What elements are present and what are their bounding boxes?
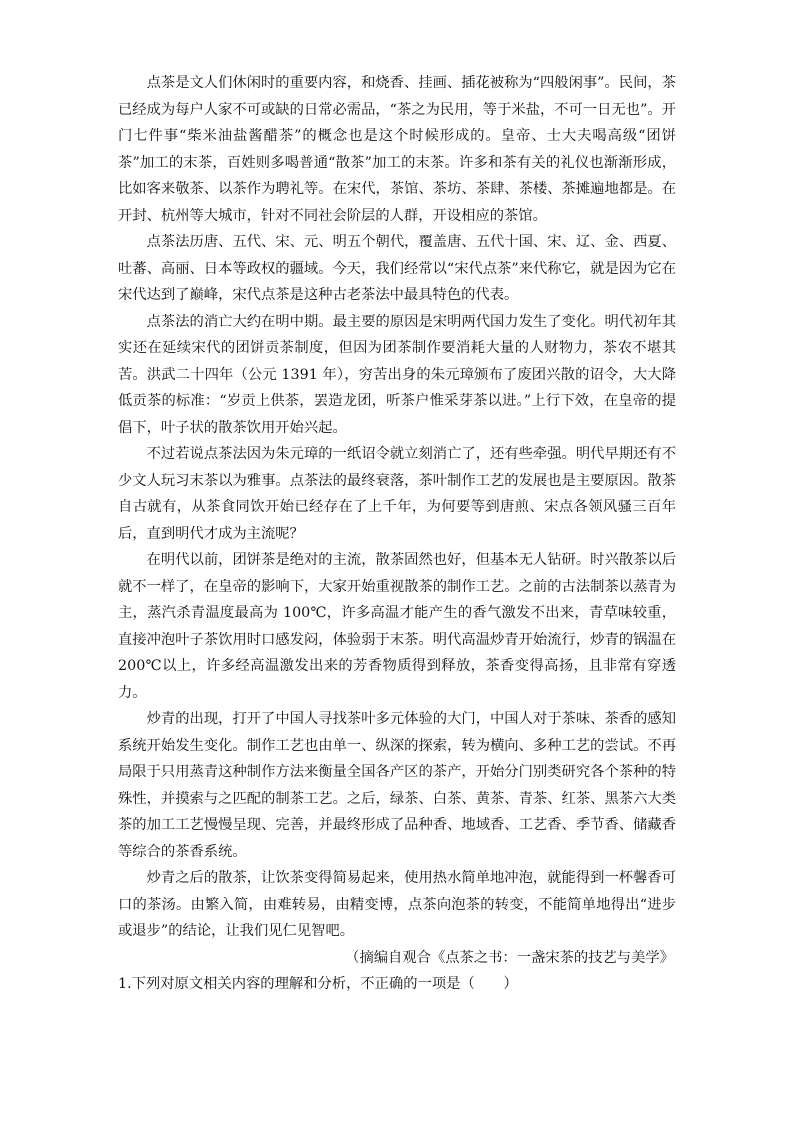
paragraph-6: 炒青的出现，打开了中国人寻找茶叶多元体验的大门，中国人对于茶味、茶香的感知系统开始发生变化。制作工艺也由单一、纵深的探索，转为横向、多种工艺的尝试。不再局限于只用蒸青这种制作方法来衡量全国各产区的茶产，开始分门别类研究各个茶种的特殊性，并摸索与之匹配的制茶工艺。之后，绿茶、白茶、黄茶、青茶、红茶、黑茶六大类茶的加工工艺慢慢呈现、完善，并最终形成了品种香、地域香、工艺香、季节香、储藏香等综合的茶香系统。: [118, 711, 676, 860]
paragraph-2: 点茶法历唐、五代、宋、元、明五个朝代，覆盖唐、五代十国、宋、辽、金、西夏、吐蕃、高丽、日本等政权的疆域。今天，我们经常以“宋代点茶”来代称它，就是因为它在宋代达到了巅峰，宋代点茶是这种古老茶法中最具特色的代表。: [118, 234, 676, 303]
paragraph-4: 不过若说点茶法因为朱元璋的一纸诏令就立刻消亡了，还有些牵强。明代早期还有不少文人玩习末茶以为雅事。点茶法的最终衰落，茶叶制作工艺的发展也是主要原因。散茶自古就有，从茶食同饮开始已经存在了上千年，为何要等到唐煎、宋点各领风骚三百年后，直到明代才成为主流呢？: [118, 446, 676, 542]
paragraph-7: 炒青之后的散茶，让饮茶变得简易起来，使用热水简单地冲泡，就能得到一杯馨香可口的茶汤。由繁入简，由难转易，由精变博，点茶向泡茶的转变，不能简单地得出“进步或退步”的结论，让我们见仁见智吧。: [118, 870, 676, 939]
paragraph-5: 在明代以前，团饼茶是绝对的主流，散茶固然也好，但基本无人钻研。时兴散茶以后就不一样了，在皇帝的影响下，大家开始重视散茶的制作工艺。之前的古法制茶以蒸青为主，蒸汽杀青温度最高为 100℃，许多高温才能产生的香气激发不出来，青草味较重，直接冲泡叶子茶饮用时口感发闷，体验弱于末茶。明代高温炒青开始流行，炒青的锅温在 200℃以上，许多经高温激发出来的芳香物质得到释放，茶香变得高扬，且非常有穿透力。: [118, 552, 676, 701]
paragraph-1: 点茶是文人们休闲时的重要内容，和烧香、挂画、插花被称为“四般闲事”。民间，茶已经成为每户人家不可或缺的日常必需品，“茶之为民用，等于米盐，不可一日无也”。开门七件事“柴米油盐酱醋茶”的概念也是这个时候形成的。皇帝、士大夫喝高级“团饼茶”加工的末茶，百姓则多喝普通“散茶”加工的末茶。许多和茶有关的礼仪也渐渐形成，比如客来敬茶、以茶作为聘礼等。在宋代，茶馆、茶坊、茶肆、茶楼、茶摊遍地都是。在开封、杭州等大城市，针对不同社会阶层的人群，开设相应的茶馆。: [118, 75, 676, 224]
question-1: 1.下列对原文相关内容的理解和分析，不正确的一项是（ ）: [118, 976, 518, 992]
document-page: [118, 70, 676, 998]
source-citation: （摘编自观合《点茶之书：一盏宋茶的技艺与美学》: [345, 949, 674, 966]
paragraph-3: 点茶法的消亡大约在明中期。最主要的原因是宋明两代国力发生了变化。明代初年其实还在延续宋代的团饼贡茶制度，但因为团茶制作要消耗大量的人财物力，茶农不堪其苦。洪武二十四年（公元 1391 年），穷苦出身的朱元璋颁布了废团兴散的诏令，大大降低贡茶的标准：“岁贡上供茶，罢造龙团，听茶户惟采芽茶以进。”上行下效，在皇帝的提倡下，叶子状的散茶饮用开始兴起。: [118, 313, 676, 436]
